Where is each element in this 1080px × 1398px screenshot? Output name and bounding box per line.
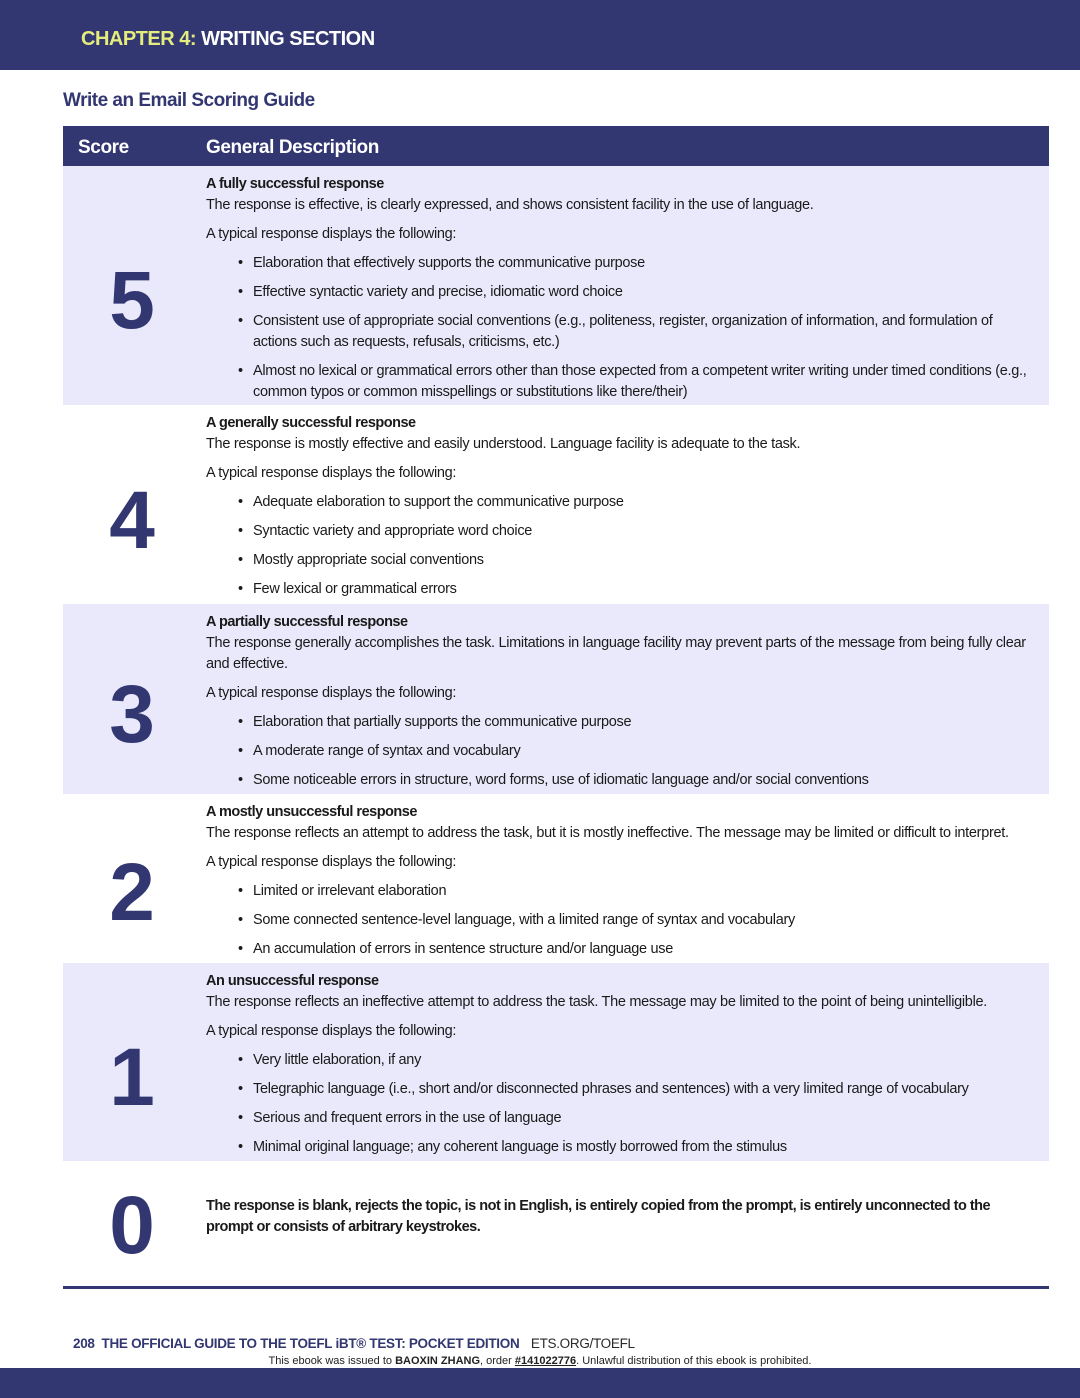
list-item: • Some noticeable errors in structure, word forms, use of idiomatic language and/or social conventions bbox=[206, 770, 1036, 791]
book-title: THE OFFICIAL GUIDE TO THE TOEFL iBT® TEST: POCKET EDITION bbox=[101, 1336, 520, 1351]
list-item: • Elaboration that effectively supports the communicative purpose bbox=[206, 253, 1036, 274]
row-heading: An unsuccessful response bbox=[206, 973, 379, 989]
score-row-3 bbox=[63, 604, 1049, 794]
list-item: • Effective syntactic variety and precise, idiomatic word choice bbox=[206, 282, 1036, 303]
list-item: • Very little elaboration, if any bbox=[206, 1050, 1036, 1071]
score-row-1 bbox=[63, 963, 1049, 1161]
bullet-list bbox=[206, 1050, 1036, 1158]
score-description bbox=[206, 971, 1036, 1158]
list-item: • Few lexical or grammatical errors bbox=[206, 579, 1036, 600]
bullet-list bbox=[206, 253, 1036, 403]
notice-suffix: . Unlawful distribution of this ebook is prohibited. bbox=[576, 1355, 812, 1367]
footer-url: ETS.ORG/TOEFL bbox=[530, 1336, 635, 1351]
row-intro: A typical response displays the following: bbox=[206, 854, 457, 870]
distribution-notice bbox=[0, 1355, 1080, 1367]
score-column-header: Score bbox=[78, 137, 129, 158]
list-item: • Consistent use of appropriate social conventions (e.g., politeness, register, organization of information, and formulation of actions such as requests, refusals, criticisms, etc.) bbox=[206, 311, 1036, 353]
page-title: Write an Email Scoring Guide bbox=[63, 90, 315, 111]
score-row-4 bbox=[63, 405, 1049, 604]
list-item: • Adequate elaboration to support the communicative purpose bbox=[206, 492, 1036, 513]
chapter-number: CHAPTER 4: bbox=[81, 28, 197, 50]
score-value: 4 bbox=[109, 475, 153, 566]
list-item: • Syntactic variety and appropriate word choice bbox=[206, 521, 1036, 542]
row-summary: The response is effective, is clearly expressed, and shows consistent facility in the use of language. bbox=[206, 197, 814, 213]
score-description bbox=[206, 1196, 1036, 1238]
row-intro: A typical response displays the following: bbox=[206, 226, 457, 242]
row-text: The response is blank, rejects the topic, is not in English, is entirely copied from the prompt, is entirely unconnected to the prompt or consists of arbitrary keystrokes. bbox=[206, 1198, 991, 1235]
bottom-banner bbox=[0, 1368, 1080, 1398]
page-number: 208 bbox=[73, 1336, 95, 1351]
score-row-0 bbox=[63, 1161, 1049, 1281]
notice-order: #141022776 bbox=[514, 1355, 577, 1367]
bullet-list bbox=[206, 712, 1036, 791]
row-summary: The response reflects an ineffective attempt to address the task. The message may be limited to the point of being unintelligible. bbox=[206, 994, 987, 1010]
score-value: 1 bbox=[109, 1032, 153, 1123]
list-item: • Almost no lexical or grammatical errors other than those expected from a competent writer writing under timed conditions (e.g., common typos or common misspellings or substitutions like there/their) bbox=[206, 361, 1036, 403]
score-description bbox=[206, 413, 1036, 600]
row-heading: A generally successful response bbox=[206, 415, 416, 431]
score-description bbox=[206, 174, 1036, 403]
row-heading: A partially successful response bbox=[206, 614, 408, 630]
score-value: 5 bbox=[109, 255, 153, 346]
notice-name: BAOXIN ZHANG bbox=[395, 1355, 481, 1367]
list-item: • Limited or irrelevant elaboration bbox=[206, 881, 1046, 902]
score-description bbox=[206, 802, 1046, 960]
row-heading: A fully successful response bbox=[206, 176, 384, 192]
table-header bbox=[63, 126, 1049, 166]
chapter-label bbox=[81, 28, 375, 51]
row-summary: The response reflects an attempt to address the task, but it is mostly ineffective. The message may be limited or difficult to interpret. bbox=[206, 825, 1009, 841]
notice-prefix: This ebook was issued to bbox=[268, 1355, 393, 1367]
list-item: • A moderate range of syntax and vocabulary bbox=[206, 741, 1036, 762]
list-item: • Telegraphic language (i.e., short and/or disconnected phrases and sentences) with a very limited range of vocabulary bbox=[206, 1079, 1036, 1100]
score-description bbox=[206, 612, 1036, 791]
chapter-title: WRITING SECTION bbox=[201, 28, 375, 50]
bullet-list bbox=[206, 492, 1036, 600]
row-intro: A typical response displays the following: bbox=[206, 465, 457, 481]
page-footer bbox=[73, 1336, 635, 1351]
bottom-divider bbox=[63, 1286, 1049, 1289]
row-summary: The response generally accomplishes the task. Limitations in language facility may prevent parts of the message from being fully clear and effective. bbox=[206, 635, 1026, 672]
chapter-banner bbox=[0, 0, 1080, 70]
description-column-header: General Description bbox=[206, 137, 379, 158]
row-intro: A typical response displays the following: bbox=[206, 1023, 457, 1039]
list-item: • Elaboration that partially supports the communicative purpose bbox=[206, 712, 1036, 733]
notice-mid: , order bbox=[480, 1355, 512, 1367]
score-row-2 bbox=[63, 794, 1049, 963]
score-value: 0 bbox=[109, 1180, 153, 1271]
list-item: • Minimal original language; any coherent language is mostly borrowed from the stimulus bbox=[206, 1137, 1036, 1158]
row-summary: The response is mostly effective and easily understood. Language facility is adequate to the task. bbox=[206, 436, 801, 452]
list-item: • Some connected sentence-level language, with a limited range of syntax and vocabulary bbox=[206, 910, 1046, 931]
list-item: • An accumulation of errors in sentence structure and/or language use bbox=[206, 939, 1046, 960]
score-value: 2 bbox=[109, 847, 153, 938]
list-item: • Mostly appropriate social conventions bbox=[206, 550, 1036, 571]
score-value: 3 bbox=[109, 669, 153, 760]
row-intro: A typical response displays the following: bbox=[206, 685, 457, 701]
bullet-list bbox=[206, 881, 1046, 960]
score-row-5 bbox=[63, 166, 1049, 405]
list-item: • Serious and frequent errors in the use of language bbox=[206, 1108, 1036, 1129]
row-heading: A mostly unsuccessful response bbox=[206, 804, 417, 820]
